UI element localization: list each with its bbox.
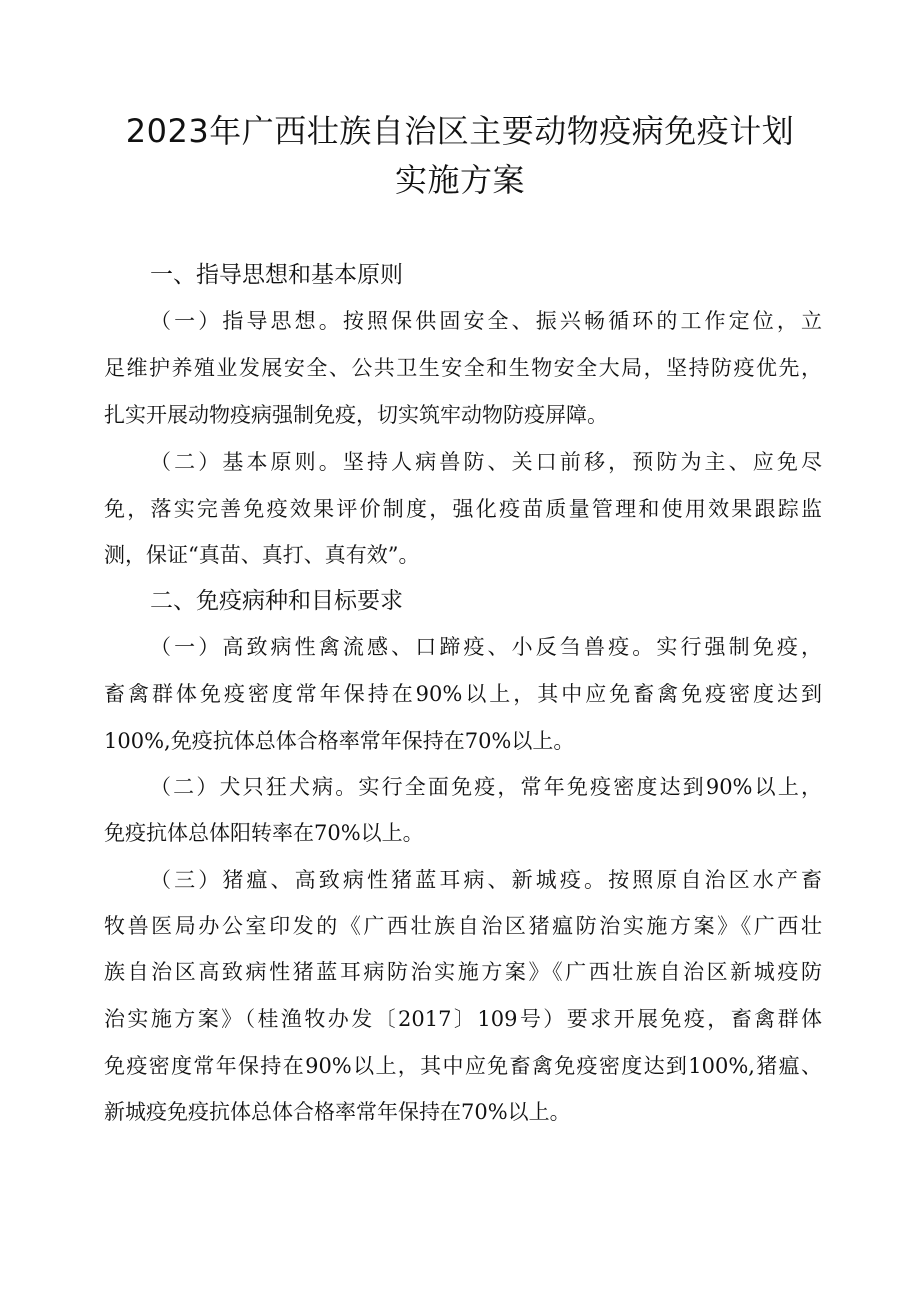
paragraph-line: 100%,免疫抗体总体合格率常年保持在70%以上。 [104, 729, 575, 753]
section-1-heading: 一、指导思想和基本原则 [150, 262, 403, 288]
paragraph-line: （一）高致病性禽流感、口蹄疫、小反刍兽疫。实行强制免疫， [150, 635, 822, 659]
paragraph-line: 免疫抗体总体阳转率在70%以上。 [104, 821, 424, 845]
paragraph-line: （二）基本原则。坚持人病兽防、关口前移，预防为主、应免尽 [150, 450, 822, 474]
paragraph-line: 治实施方案》（桂渔牧办发〔2017〕109号）要求开展免疫，畜禽群体 [104, 1007, 822, 1031]
paragraph-line: （三）猪瘟、高致病性猪蓝耳病、新城疫。按照原自治区水产畜 [150, 868, 822, 892]
paragraph-line: 测，保证“真苗、真打、真有效”。 [104, 543, 420, 567]
document-title-line-1: 2023年广西壮族自治区主要动物疫病免疫计划 [125, 112, 795, 150]
paragraph-line: （一）指导思想。按照保供固安全、振兴畅循环的工作定位，立 [150, 309, 822, 333]
paragraph-line: 免，落实完善免疫效果评价制度，强化疫苗质量管理和使用效果跟踪监 [104, 497, 822, 521]
paragraph-line: 畜禽群体免疫密度常年保持在90%以上，其中应免畜禽免疫密度达到 [104, 682, 822, 706]
paragraph-line: 新城疫免疫抗体总体合格率常年保持在70%以上。 [104, 1100, 571, 1124]
paragraph-line: 扎实开展动物疫病强制免疫，切实筑牢动物防疫屏障。 [104, 403, 608, 427]
paragraph-line: 牧兽医局办公室印发的《广西壮族自治区猪瘟防治实施方案》《广西壮 [104, 914, 822, 938]
paragraph-line: 免疫密度常年保持在90%以上，其中应免畜禽免疫密度达到100%,猪瘟、 [104, 1054, 822, 1078]
paragraph-line: （二）犬只狂犬病。实行全面免疫，常年免疫密度达到90%以上， [150, 775, 822, 799]
document-title-line-2: 实施方案 [394, 161, 525, 199]
paragraph-line: 族自治区高致病性猪蓝耳病防治实施方案》《广西壮族自治区新城疫防 [104, 960, 822, 984]
section-2-heading: 二、免疫病种和目标要求 [150, 588, 403, 614]
paragraph-line: 足维护养殖业发展安全、公共卫生安全和生物安全大局，坚持防疫优先， [104, 356, 822, 380]
